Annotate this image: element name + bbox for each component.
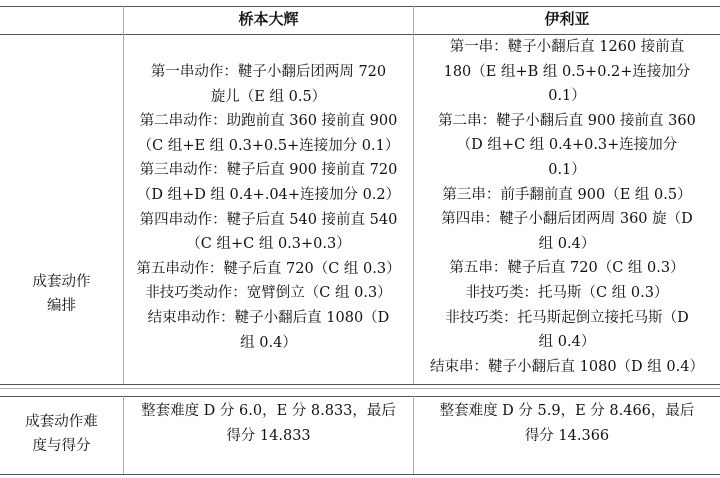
text-line: 整套难度 D 分 6.0，E 分 8.833，最后 (141, 403, 396, 419)
score-hashimoto (124, 399, 413, 448)
text-line: （C 组+E 组 0.3+0.5+连接加分 0.1） (137, 137, 400, 154)
text-line: 旋儿（E 组 0.5） (210, 88, 327, 105)
text-line: 第一串动作：鞬子小翻后团两周 720 (150, 64, 387, 80)
text-line: 非技巧类：托马斯（C 组 0.3） (465, 284, 669, 301)
text-line: 第一串：鞬子小翻后直 1260 接前直 (449, 39, 685, 55)
routine-hashimoto (124, 60, 413, 355)
text-line: （C 组+C 组 0.3+0.3） (186, 236, 351, 253)
text-line: 得分 14.366 (524, 427, 610, 444)
text-line: 0.1） (548, 88, 586, 105)
text-line: 结束串动作：鞬子小翻后直 1080（D (147, 309, 390, 326)
section-break-line-3 (0, 396, 720, 397)
row-label-score (0, 410, 123, 458)
text-line: 第五串：鞬子后直 720（C 组 0.3） (449, 260, 685, 277)
section-break-line-2 (0, 388, 720, 389)
text-line: 第二串动作：助跑前直 360 接前直 900 (139, 113, 398, 130)
text-line: 第五串动作：鞬子后直 720（C 组 0.3） (136, 260, 401, 277)
row-label-line: 成套动作难 (25, 414, 98, 430)
table-top-border (0, 6, 720, 7)
score-ilya (414, 399, 720, 448)
text-line: 组 0.4） (538, 334, 596, 351)
text-line: 非技巧类动作：宽臂倒立（C 组 0.3） (145, 285, 392, 302)
text-line: （D 组+D 组 0.4+.04+连接加分 0.2） (136, 186, 401, 203)
text-line: 第二串：鞬子小翻后直 900 接前直 360 (438, 112, 696, 129)
text-line: 0.1） (548, 161, 586, 178)
text-line: 第三串：前手翻前直 900（E 组 0.5） (442, 186, 692, 203)
text-line: 组 0.4） (240, 334, 297, 351)
text-line: （D 组+C 组 0.4+0.3+连接加分 (456, 137, 678, 154)
text-line: 非技巧类：托马斯起倒立接托马斯（D (445, 309, 689, 326)
text-line: 第四串动作：鞬子后直 540 接前直 540 (139, 211, 398, 228)
row-label-line: 编排 (47, 298, 76, 314)
header-hashimoto: 桥本大辉 (238, 10, 299, 28)
header-ilya: 伊利亚 (544, 10, 590, 28)
routine-ilya (414, 35, 720, 379)
row-label-line: 度与得分 (32, 438, 91, 454)
text-line: 结束串：鞬子小翻后直 1080（D 组 0.4） (430, 358, 704, 375)
table-bottom-border (0, 474, 720, 475)
text-line: 第四串：鞬子小翻后团两周 360 旋（D (441, 211, 693, 228)
text-line: 180（E 组+B 组 0.5+0.2+连接加分 (443, 63, 691, 80)
text-line: 整套难度 D 分 5.9，E 分 8.466，最后 (439, 403, 695, 419)
text-line: 组 0.4） (538, 235, 596, 252)
section-break-line-1 (0, 384, 720, 385)
row-label-line: 成套动作 (32, 274, 91, 290)
text-line: 第三串动作：鞬子后直 900 接前直 720 (139, 162, 398, 179)
row-label-routine (0, 270, 123, 318)
text-line: 得分 14.833 (226, 427, 311, 444)
